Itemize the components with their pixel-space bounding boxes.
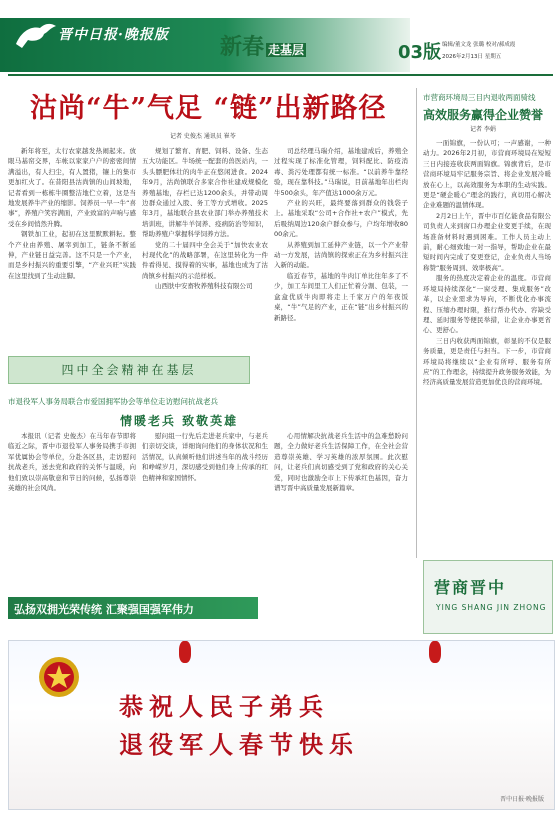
lead-paragraph: 规划了繁育、育肥、饲料、设备、生态五大功能区。牛场统一配套的兽医站内，一头头膘肥体壮的肉牛正在悠闲进食。2024年9月，沽尚镇联合多家合作社建成规模化养殖基地，存栏已达1200余头，并带动周边群众通过入股、务工等方式增收。2025年3月，基地联合县农业部门举办养殖技术培训班，讲解牛羊饲养、疫病防治等知识，帮助养殖户掌握科学饲养方法。: [142, 147, 268, 239]
brand-name: 营商晋中: [434, 578, 507, 597]
story2-kicker: 市退役军人事务局联合市爱国拥军协会等单位走访慰问抗战老兵: [8, 397, 218, 406]
lead-column-3: [274, 146, 408, 412]
story2-column-1: 本报讯（记者 史俊杰）在马年春节即将临近之际，晋中市退役军人事务局携手市拥军优属协会等单位，分赴各区县，走访慰问抗战老兵，送去党和政府的关怀与温暖，向他们致以崇高敬意和节日的问候，弘扬尊崇英雄的社会风尚。: [8, 432, 136, 493]
lead-column-1: [8, 146, 136, 356]
lead-paragraph: 党的二十届四中全会关于“加快农业农村现代化”的战略部署，在这里转化为一件件看得见、摸得着的实事，基地也成为了沽尚镇乡村振兴的示范样板。: [142, 240, 268, 280]
ad-credit: 晋中日报·晚报版: [500, 796, 544, 803]
lead-paragraph: 临近春节，基地的牛肉订单比往年多了不少，加工车间里工人们正忙着分割、包装，一盒盒优质牛肉即将走上千家万户的年夜饭桌，“牛”气足的产业，正在“链”出乡村振兴的新路径。: [274, 271, 408, 322]
story2-column-3: 心用情解决抗战老兵生活中的急难愁盼问题，全力做好老兵生活保障工作，在全社会营造尊崇英雄、学习英雄的浓厚氛围。此次慰问，让老兵们真切感受到了党和政府的关心关爱，同时也激励全市上下传承红色基因，奋力谱写晋中高质量发展新篇章。: [274, 432, 408, 493]
column-divider: [416, 88, 417, 558]
lead-paragraph: 钢铁加工业，起初在这里默默耕耘。整个产业由养殖、屠宰到加工，链条不断延伸，产业链日益完善。这不只是一个产业，而是乡村振兴的重要引擎，“产业兴旺”实践在这里找到了生动注脚。: [8, 230, 136, 280]
editor-credits: 编辑/董文龙 张璐 校对/郝成霞: [442, 42, 516, 48]
right-paragraph: 服务的热度决定着企业的温度。市营商环境局持续深化“一窗受理、集成服务”改革，以企业需求为导向，不断优化办事流程、压缩办理时限，推行帮办代办、容缺受理、延时服务等便民举措，让企业办事更省心、更舒心。: [423, 274, 551, 335]
right-paragraph: 一面锦旗，一份认可；一声感谢，一种动力。2026年2月初，市营商环境局在短短三日内接连收获两面锦旗。锦旗背后，是市营商环境局牢记服务宗旨、将企业发展冷暖放在心上，以高效服务为本职的生动实践。更是“硬企暖心”理念的践行，真切用心解决企业难题的温情体现。: [423, 139, 551, 210]
right-paragraph: 2月2日上午，晋中市百亿能食品有限公司负责人来到窗口办理企业变更手续，在现场准备材料时遇到困难。工作人员主动上前，耐心细致地一对一指导，帮助企业在最短时间内完成了变更登记，企业负责人当场称赞“服务周到、效率极高”。: [423, 211, 551, 272]
header-rule: [8, 74, 553, 76]
section-sub: 走基层: [268, 43, 305, 57]
lead-paragraph: 山西肤中安畜牧养殖科技有限公司: [155, 282, 253, 291]
right-body: [423, 138, 551, 556]
issue-date: 2026年2月13日 星期五: [442, 54, 502, 60]
lead-headline: 沽尚“牛”气足 “链”出新路径: [30, 93, 387, 124]
greeting-line-1: 恭祝人民子弟兵: [119, 692, 329, 721]
right-headline: 高效服务赢得企业赞誉: [423, 108, 544, 122]
right-kicker: 市营商环境局三目内退收两面骑线: [423, 93, 536, 102]
slogan-text: 弘扬双拥光荣传统 汇聚强国强军伟力: [14, 603, 194, 616]
lantern-icon: [179, 641, 191, 663]
lead-paragraph: 新年将至，太行农家越发热闹起来。放眼马基窑交界，车帐以家家户户的密密间情满溢出，有人扫尘，有人置猪，镶上的集市更加红火了。在昔阳县沽尚镇的山间坡地，记者看到一栋栋牛圈整洁地伫立着，这是当地发展养牛产业的缩影。饲养员一早一牛“喜事”，养殖户笑容满面，产业致富的声响与感受在乡间悄然升腾。: [8, 147, 136, 228]
banner-text: 四中全会精神在基层: [61, 363, 197, 377]
lantern-icon: [429, 641, 441, 663]
right-byline: 记者 李娟: [470, 126, 496, 133]
horse-logo-icon: [14, 20, 58, 50]
lead-paragraph: 从养殖到加工延伸产业链，以一个产业带动一方发展，沽尚镇的探索正在为乡村振兴注入新的动能。: [274, 240, 408, 270]
military-emblem-icon: [37, 655, 81, 699]
masthead-title: 晋中日报·晚报版: [58, 27, 169, 43]
story2-headline: 情暖老兵 致敬英雄: [120, 414, 239, 428]
lead-paragraph: 产业的兴旺，最终要落到群众的钱袋子上。基地采取“公司+合作社+农户”模式，先后吸纳周边120余户群众参与，户均年增收8000余元。: [274, 199, 408, 239]
page-number: 03版: [398, 42, 442, 63]
lead-paragraph: 司总经理马瑞介绍，基地建成后，养殖全过程实现了标准化管理，饲料配比、防疫消毒、粪污处理都有统一标准。“以前养牛靠经验，现在靠科技。”马瑞说，目前基地年出栏肉牛500余头，年产值达1000余万元。: [274, 147, 408, 197]
story2-column-2: 慰问组一行先后走进老兵家中，与老兵们亲切交谈，详细询问他们的身体状况和生活情况，认真倾听他们讲述当年的战斗经历和峥嵘岁月，深切感受到他们身上传承的红色精神和家国情怀。: [142, 432, 268, 482]
lead-column-2: [142, 146, 268, 356]
brand-pinyin: YING SHANG JIN ZHONG: [436, 603, 547, 612]
greeting-line-2: 退役军人春节快乐: [119, 730, 359, 759]
section-name: [220, 30, 306, 61]
lead-byline: 记者 史俊杰 通讯员 崔苓: [170, 133, 236, 140]
right-paragraph: 三日内收获两面锦旗，彰显的不仅是服务质量，更是责任与担当。下一步，市营商环境局将继续以“企业有所呼、服务有所应”的工作理念，持续提升政务服务效能，为经济高质量发展营造更加优良的营商环境。: [423, 336, 551, 387]
brand-logo-box: [423, 560, 553, 634]
column-banner: [8, 356, 250, 384]
section-main: 新春: [220, 34, 265, 60]
slogan-banner: [8, 597, 258, 619]
greeting-advertisement: [8, 640, 555, 810]
